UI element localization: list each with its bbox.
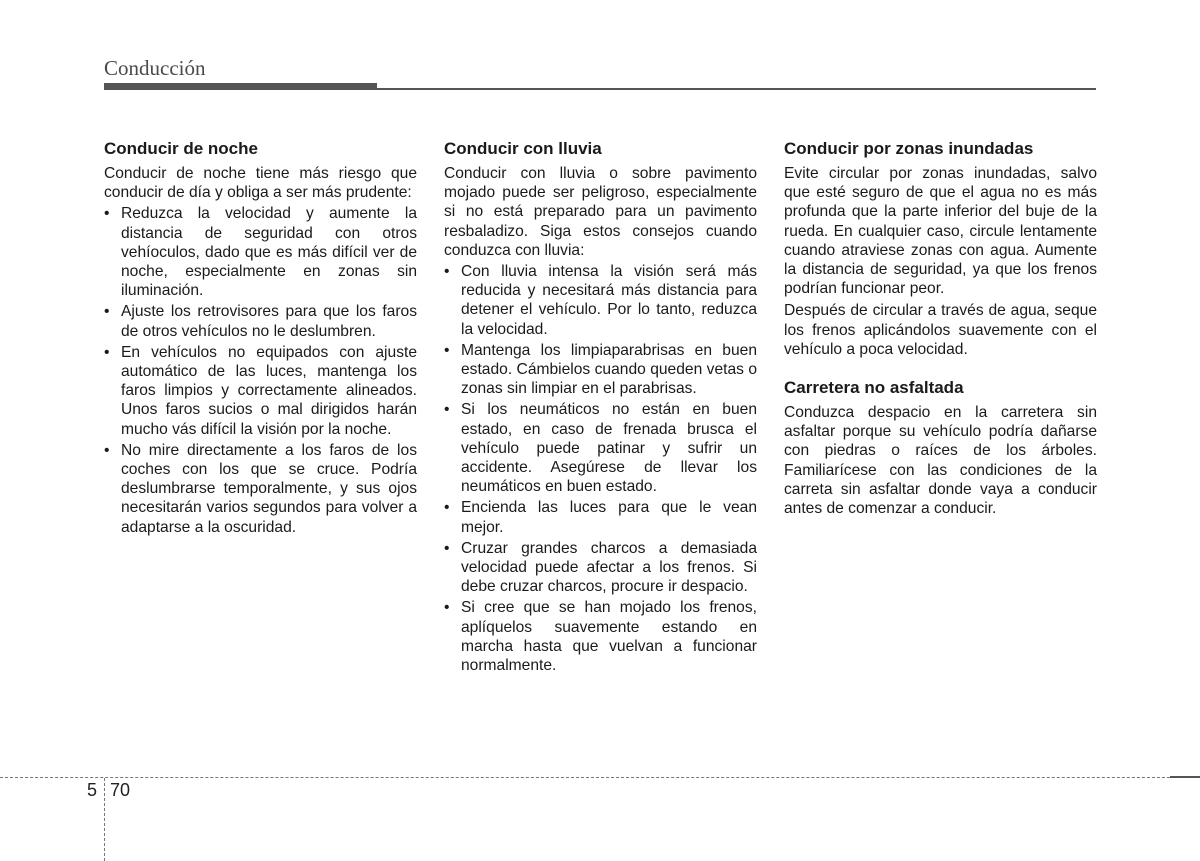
bullet-icon: • [104,205,110,223]
bullet-icon: • [444,263,450,281]
header-rule-thick [104,83,377,90]
bullet-icon: • [104,303,110,321]
intro-rain-driving: Conducir con lluvia o sobre pavimento mojado puede ser peligroso, especialmente si no está preparado para un pavimento resbaladizo. Siga estos consejos cuando conduzca con lluvia: [444,165,757,259]
bullet-icon: • [444,401,450,419]
bullet-icon: • [444,341,450,359]
paragraph-flood-1: Evite circular por zonas inundadas, salvo que esté seguro de que el agua no es más profunda que la parte inferior del buje de la rueda. En cualquier caso, circule lentamente cuando atraviese zonas con agua. Aumente la distancia de seguridad, ya que los frenos podrían funcionar peor. [784,165,1097,298]
paragraph-unpaved: Conduzca despacio en la carretera sin asfaltar porque su vehículo podría dañarse con piedras o raíces de los árboles. Familiarícese con las condiciones de la carreta sin asfaltar donde vaya a conducir antes de comenzar a conducir. [784,404,1097,518]
list-night-driving [104,204,417,536]
paragraph-flood-2: Después de circular a través de agua, seque los frenos aplicándolos suavemente con el vehículo a poca velocidad. [784,302,1097,358]
list-item: • No mire directamente a los faros de los coches con los que se cruce. Podría deslumbrarse temporalmente, y sus ojos necesitarán varios segundos para volver a adaptarse a la oscuridad. [104,441,417,536]
heading-rain-driving: Conducir con lluvia [444,139,602,158]
section-header-title: Conducción [104,56,206,80]
footer-divider-accent [1170,776,1200,778]
column-flood-unpaved [784,138,1097,518]
list-item: • En vehículos no equipados con ajuste automático de las luces, mantenga los faros limpios y correctamente alineados. Unos faros sucios o mal dirigidos harán mucho vás difícil la visión por la noche. [104,343,417,438]
list-item: • Si cree que se han mojado los frenos, aplíquelos suavemente estando en marcha hasta que vuelvan a funcionar normalmente. [444,599,757,675]
intro-night-driving: Conducir de noche tiene más riesgo que conducir de día y obliga a ser más prudente: [104,165,417,202]
footer-vertical-divider [104,778,105,861]
chapter-number: 5 [87,780,98,800]
footer-divider [0,777,1200,778]
list-item: • Mantenga los limpiaparabrisas en buen estado. Cámbielos cuando queden vetas o zonas sin limpiar en el parabrisas. [444,341,757,398]
bullet-icon: • [104,441,110,459]
list-item: • Si los neumáticos no están en buen estado, en caso de frenada brusca el vehículo puede patinar y sufrir un accidente. Asegúrese de llevar los neumáticos en buen estado. [444,401,757,496]
column-night-driving [104,138,417,537]
bullet-icon: • [444,599,450,617]
heading-night-driving: Conducir de noche [104,139,258,158]
heading-flood-driving: Conducir por zonas inundadas [784,139,1034,158]
page-number: 70 [110,780,131,800]
list-item: • Encienda las luces para que le vean mejor. [444,499,757,536]
column-rain-driving [444,138,757,675]
list-item: • Reduzca la velocidad y aumente la distancia de seguridad con otros vehíoculos, dado que es más difícil ver de noche, especialmente en zonas sin iluminación. [104,205,417,300]
list-rain-driving [444,262,757,675]
bullet-icon: • [104,343,110,361]
list-item: • Ajuste los retrovisores para que los faros de otros vehículos no le deslumbren. [104,303,417,340]
bullet-icon: • [444,539,450,557]
bullet-icon: • [444,499,450,517]
list-item: • Con lluvia intensa la visión será más reducida y necesitará más distancia para detener el vehículo. Por lo tanto, reduzca la velocidad. [444,263,757,338]
header-rule-thin [377,88,1096,90]
heading-unpaved-road: Carretera no asfaltada [784,378,964,398]
list-item: • Cruzar grandes charcos a demasiada velocidad puede afectar a los frenos. Si debe cruzar charcos, procure ir despacio. [444,539,757,596]
